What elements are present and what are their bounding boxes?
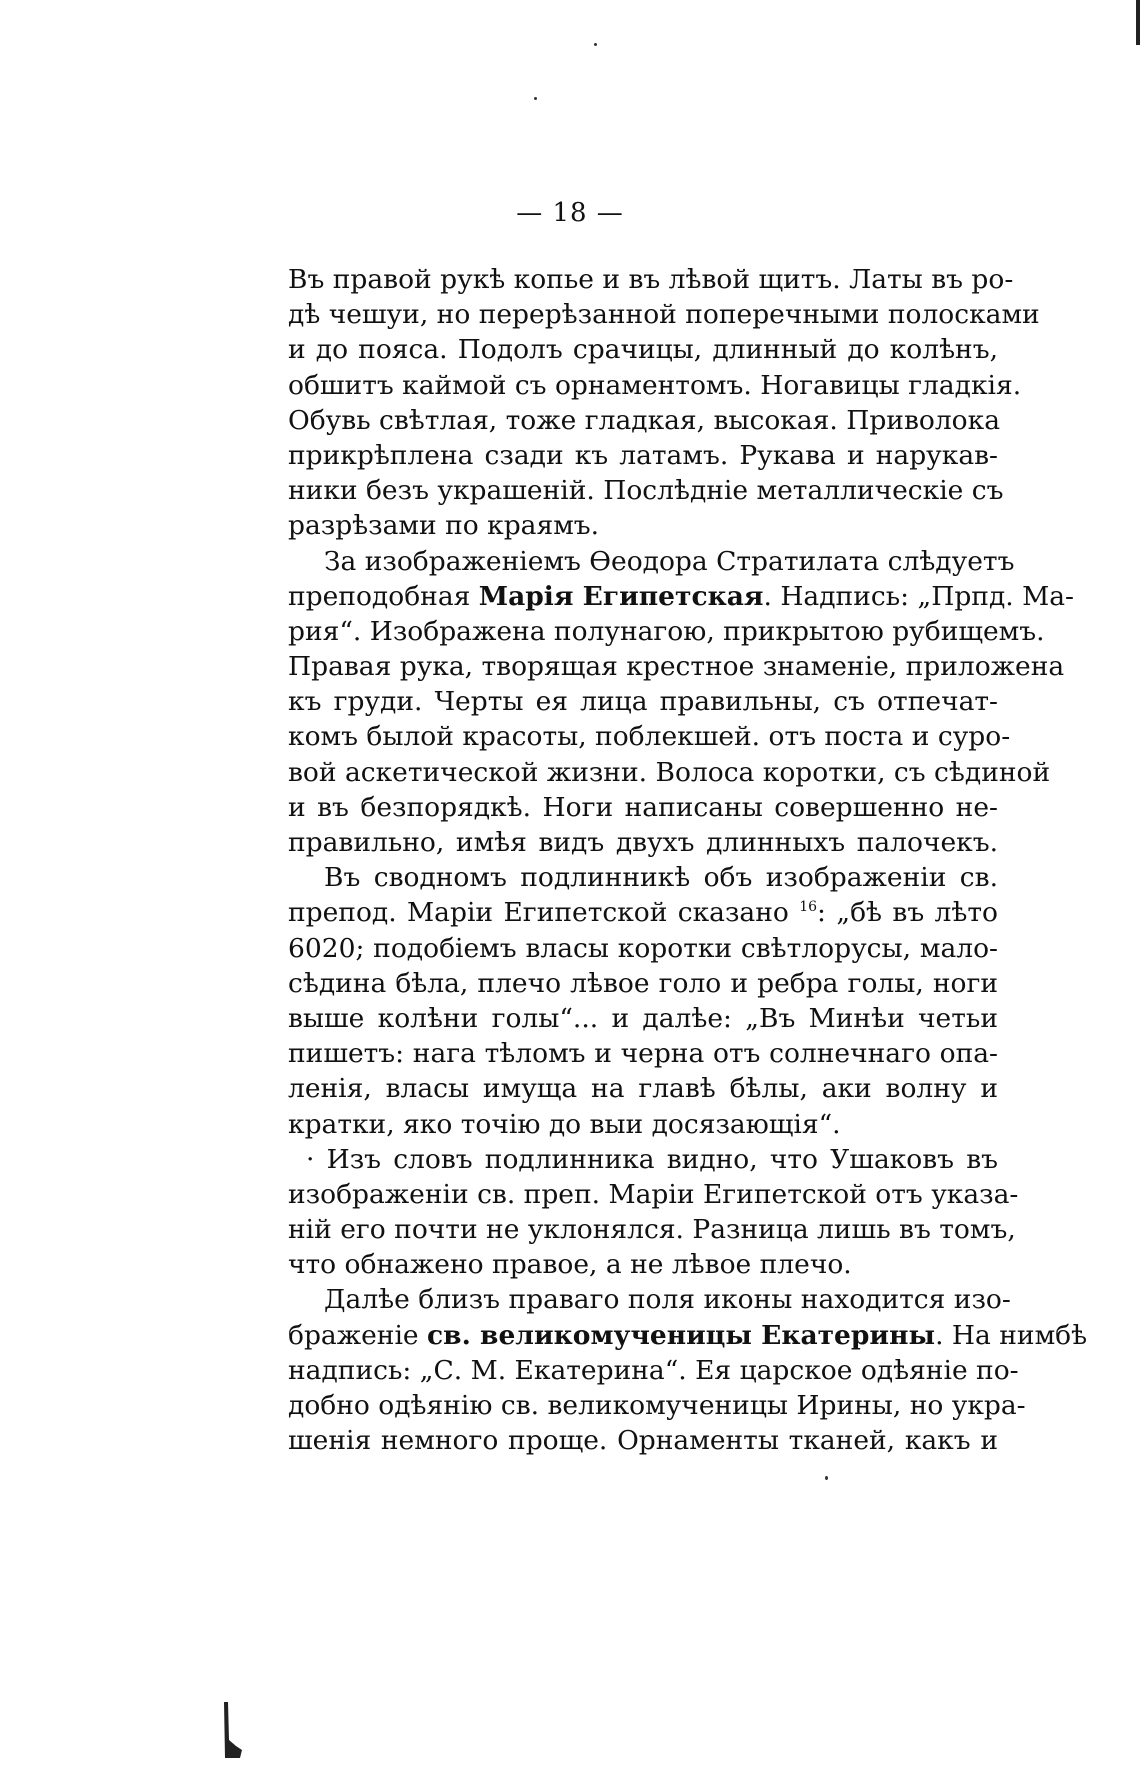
text-run: . На нимбѣ: [935, 1319, 1088, 1351]
text-line: 6020; подобіемъ власы коротки свѣтлорусы, мало-: [288, 932, 998, 964]
text-line: кратки, яко точію до выи досязающія“.: [288, 1108, 841, 1140]
text-line: правильно, имѣя видъ двухъ длинныхъ палочекъ.: [288, 827, 998, 858]
text-run: преподобная: [288, 580, 479, 612]
text-line: Правая рука, творящая крестное знаменіе, приложена: [288, 651, 1065, 683]
text-run: Изъ словъ подлинника видно, что Ушаковъ въ: [326, 1143, 998, 1175]
text-line: ники безъ украшеній. Послѣдніе металлическіе съ: [288, 475, 1004, 507]
text-line: разрѣзами по краямъ.: [288, 510, 600, 542]
scan-corner-mark: [222, 1700, 244, 1760]
paragraph-1: [288, 262, 1040, 544]
text-line: вой аскетической жизни. Волоса коротки, съ сѣдиной: [288, 756, 1051, 788]
text-line: рия“. Изображена полунагою, прикрытою рубищемъ.: [288, 615, 1045, 647]
text-line: прикрѣплена сзади къ латамъ. Рукава и нарукав-: [288, 439, 998, 471]
text-line: За изображеніемъ Ѳеодора Стратилата слѣдуетъ: [324, 545, 1015, 577]
stray-mark: ·: [306, 1143, 315, 1175]
text-line: дѣ чешуи, но перерѣзанной поперечными полосками: [288, 299, 1040, 331]
text-run: : „бѣ въ лѣто: [817, 897, 998, 929]
scan-speck: [825, 1476, 828, 1480]
paragraph-4: [288, 1142, 1019, 1283]
text-run: браженіе: [288, 1319, 428, 1351]
text-line: шенія немного проще. Орнаменты тканей, какъ и: [288, 1425, 998, 1457]
text-line: [288, 1142, 998, 1177]
text-line: Въ правой рукѣ копье и въ лѣвой щитъ. Латы въ ро-: [288, 264, 1014, 295]
page-number: — 18 —: [516, 198, 624, 228]
footnote-marker: 16: [799, 899, 818, 916]
text-line: ленія, власы имуща на главѣ бѣлы, аки волну и: [288, 1073, 998, 1105]
scan-speck: [534, 97, 537, 100]
text-line: [288, 895, 998, 930]
bold-name-maria: Марія Египетская: [478, 580, 764, 612]
text-line: и до пояса. Подолъ срачицы, длинный до колѣнъ,: [288, 334, 998, 366]
scan-corner-mark-shape: [224, 1702, 242, 1758]
page-edge-line: [1136, 0, 1140, 45]
text-line: Въ сводномъ подлинникѣ объ изображеніи св.: [324, 862, 998, 894]
text-run: . Надпись: „Прпд. Ма-: [763, 580, 1075, 612]
text-line: пишетъ: нага тѣломъ и черна отъ солнечнаго опа-: [288, 1038, 998, 1070]
text-line: обшитъ каймой съ орнаментомъ. Ногавицы гладкія.: [288, 369, 1022, 401]
text-line: изображеніи св. преп. Маріи Египетской отъ указа-: [288, 1178, 1019, 1210]
text-line: [288, 579, 1075, 614]
bold-name-ekaterina: св. великомученицы Екатерины: [427, 1319, 936, 1351]
text-line: сѣдина бѣла, плечо лѣвое голо и ребра голы, ноги: [288, 967, 998, 999]
text-line: къ груди. Черты ея лица правильны, съ отпечат-: [288, 686, 998, 718]
paragraph-2: [288, 544, 1075, 861]
text-line: ній его почти не уклонялся. Разница лишь въ томъ,: [288, 1214, 1016, 1246]
text-line: надпись: „С. М. Екатерина“. Ея царское одѣяніе по-: [288, 1354, 1019, 1386]
text-line: выше колѣни голы“... и далѣе: „Въ Минѣи четьи: [288, 1002, 998, 1034]
text-line: Далѣе близъ праваго поля иконы находится изо-: [324, 1284, 1011, 1316]
paragraph-3: [288, 860, 998, 1142]
scan-speck: [594, 43, 597, 46]
text-run: препод. Маріи Египетской сказано: [288, 897, 800, 929]
text-line: добно одѣянію св. великомученицы Ирины, но укра-: [288, 1390, 1026, 1421]
paragraph-5: [288, 1282, 1088, 1458]
text-line: [288, 1318, 1088, 1353]
text-line: Обувь свѣтлая, тоже гладкая, высокая. Приволока: [288, 404, 1000, 436]
text-line: и въ безпорядкѣ. Ноги написаны совершенно не-: [288, 791, 998, 823]
text-line: что обнажено правое, а не лѣвое плечо.: [288, 1249, 852, 1281]
text-column: [288, 262, 1088, 1458]
text-line: комъ былой красоты, поблекшей. отъ поста и суро-: [288, 721, 1011, 753]
